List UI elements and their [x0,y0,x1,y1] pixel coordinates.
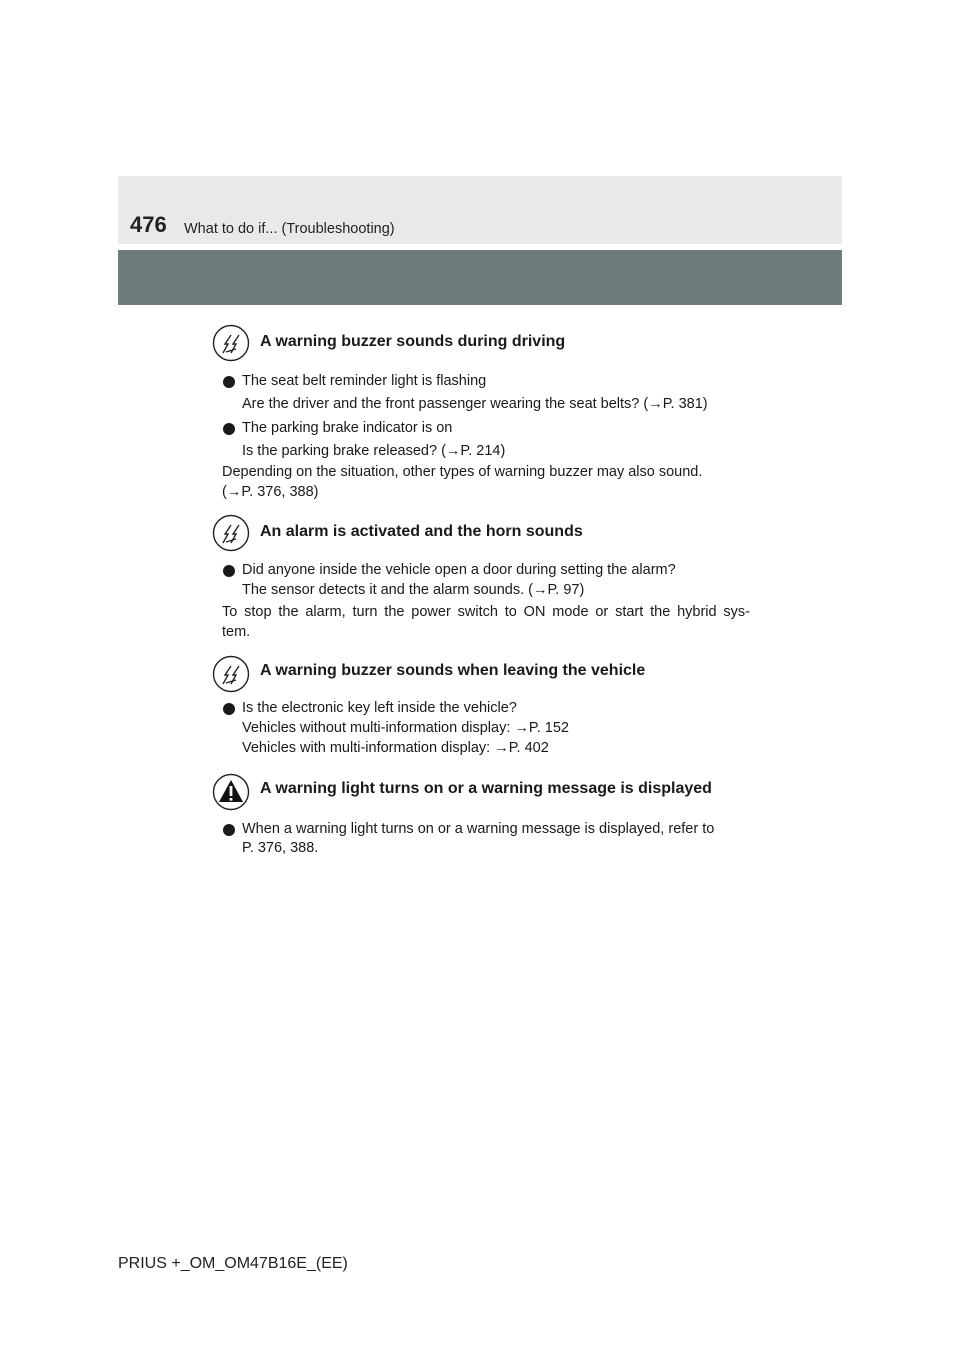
bullet-text: Did anyone inside the vehicle open a door during setting the alarm? [242,562,676,578]
bullet-detail: Are the driver and the front passenger wearing the seat belts? (→P. 381) [242,396,708,412]
warning-icon [212,773,250,811]
bullet-dot [223,824,235,836]
chapter-bar [118,250,842,305]
section-title: What to do if... (Troubleshooting) [184,221,395,237]
bullet-detail: Vehicles with multi-information display: →P. 402 [242,740,549,756]
bullet-text: The seat belt reminder light is flashing [242,373,487,389]
page-number: 476 [130,212,167,237]
note-text: Depending on the situation, other types of warning buzzer may also sound. [222,464,703,480]
bullet-detail: P. 376, 388. [242,840,319,856]
bullet-text: Is the electronic key left inside the vehicle? [242,700,517,716]
bullet-dot [223,423,235,435]
section-heading: An alarm is activated and the horn sounds [260,523,583,540]
bullet-dot [223,703,235,715]
section-heading: A warning buzzer sounds during driving [260,333,566,350]
buzzer-icon [212,514,250,552]
section-heading: A warning buzzer sounds when leaving the vehicle [260,662,646,679]
buzzer-icon [212,324,250,362]
bullet-detail: Is the parking brake released? (→P. 214) [242,443,506,459]
bullet-dot [223,376,235,388]
note-text: (→P. 376, 388) [222,484,319,500]
bullet-text: When a warning light turns on or a warning message is displayed, refer to [242,821,715,837]
note-text: tem. [222,624,251,640]
document-code: PRIUS +_OM_OM47B16E_(EE) [118,1255,348,1272]
bullet-detail: The sensor detects it and the alarm sounds. (→P. 97) [242,582,585,598]
note-text: To stop the alarm, turn the power switch to ON mode or start the hybrid sys- [222,604,750,620]
bullet-text: The parking brake indicator is on [242,420,453,436]
section-heading: A warning light turns on or a warning message is displayed [260,780,712,797]
bullet-dot [223,565,235,577]
bullet-detail: Vehicles without multi-information display: →P. 152 [242,720,569,736]
buzzer-icon [212,655,250,693]
